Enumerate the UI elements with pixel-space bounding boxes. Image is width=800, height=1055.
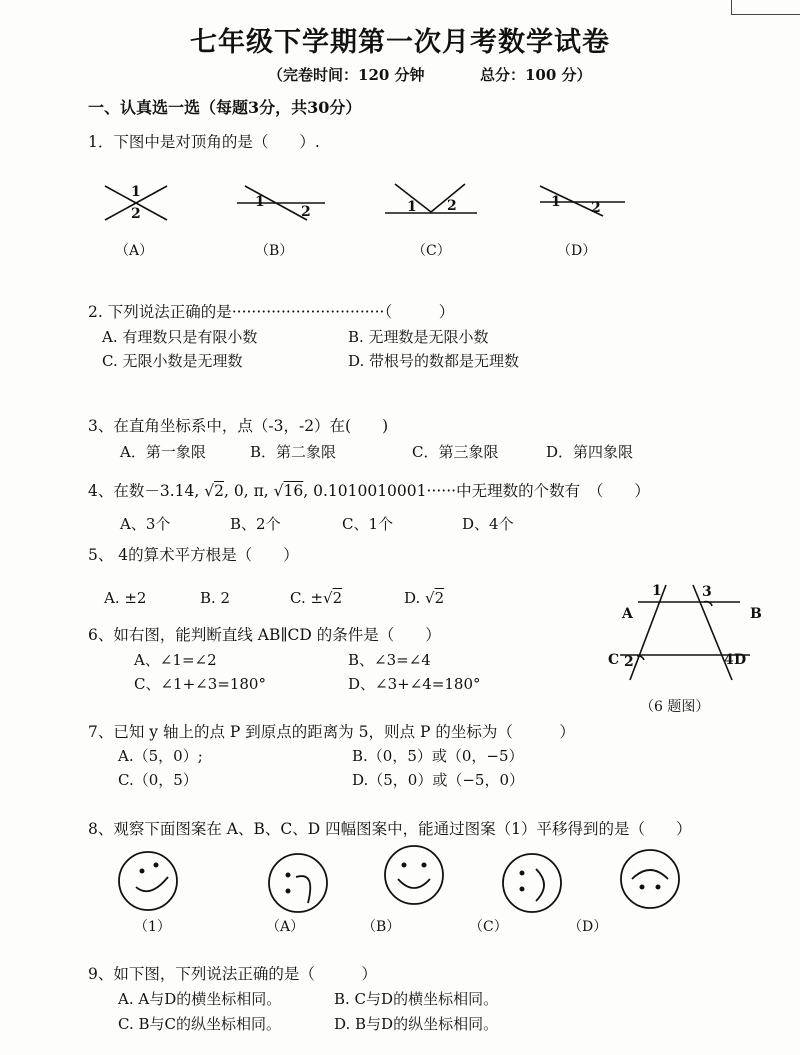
- question-3: 3、在直角坐标系中，点（-3，-2）在( ): [88, 417, 389, 435]
- q5-option-c-radicand: 2: [332, 589, 343, 607]
- svg-text:1: 1: [551, 194, 561, 210]
- svg-text:2: 2: [447, 198, 457, 214]
- q3-option-b: B．第二象限: [250, 443, 337, 461]
- section-heading: 一、认真选一选（每题3分，共30分）: [88, 98, 362, 117]
- question-4: [88, 479, 650, 501]
- q9-option-d: D. B与D的纵坐标相同。: [334, 1015, 499, 1033]
- q8-label-b: （B）: [362, 919, 401, 935]
- question-9: 9、如下图，下列说法正确的是（ ）: [88, 965, 377, 983]
- sqrt-2-radicand: 2: [214, 482, 224, 500]
- q6-fig-label-1: 1: [652, 583, 662, 599]
- q6-fig-label-a: A: [622, 606, 633, 622]
- q5-option-b: B. 2: [200, 589, 231, 607]
- q8-label-d: （D）: [568, 919, 608, 935]
- q2-option-d: D. 带根号的数都是无理数: [348, 352, 520, 370]
- q5-option-c: C. ±√2: [290, 589, 343, 607]
- q7-option-b: B.（0，5）或（0，−5）: [352, 747, 524, 765]
- q6-fig-label-b: B: [750, 606, 762, 622]
- sqrt-16: √16: [273, 482, 304, 500]
- sqrt-2: √2: [204, 482, 224, 500]
- q5-option-c-prefix: C. ±: [290, 589, 324, 607]
- q6-fig-label-3: 3: [702, 584, 712, 600]
- q1-label-a: （A）: [115, 243, 154, 259]
- q9-option-c: C. B与C的纵坐标相同。: [118, 1015, 281, 1033]
- q9-option-a: A. A与D的横坐标相同。: [118, 990, 282, 1008]
- q2-option-c: C. 无限小数是无理数: [102, 352, 243, 370]
- q3-option-c: C．第三象限: [412, 443, 499, 461]
- q2-option-b: B. 无理数是无限小数: [348, 328, 489, 346]
- question-5: 5、 4的算术平方根是（ ）: [88, 546, 299, 564]
- q6-option-a: A、∠1=∠2: [134, 651, 217, 669]
- q6-fig-label-2: 2: [624, 654, 634, 670]
- q6-fig-label-4: 4: [724, 652, 734, 668]
- q2-option-a: A. 有理数只是有限小数: [102, 328, 258, 346]
- svg-text:1: 1: [255, 194, 265, 210]
- q4-option-c: C、1个: [342, 515, 394, 533]
- page-corner-mark: [731, 0, 800, 15]
- q5-option-d-prefix: D.: [404, 589, 426, 607]
- total-score: 总分：100 分）: [480, 66, 592, 84]
- q4-text-pre: 4、在数－3.14,: [88, 482, 205, 500]
- q4-text-mid: , 0, π,: [224, 482, 274, 500]
- question-1: 1．下图中是对顶角的是（ ）.: [88, 133, 320, 151]
- sqrt-16-radicand: 16: [283, 482, 304, 500]
- q6-parallel-lines-figure: [600, 580, 770, 690]
- svg-text:2: 2: [131, 206, 141, 222]
- q4-text-post: , 0.1010010001······中无理数的个数有 （ ）: [303, 482, 650, 500]
- q6-option-b: B、∠3=∠4: [348, 651, 431, 669]
- q4-option-d: D、4个: [462, 515, 514, 533]
- q7-option-d: D.（5，0）或（−5，0）: [352, 771, 525, 789]
- page-title: 七年级下学期第一次月考数学试卷: [190, 27, 610, 58]
- question-2: 2. 下列说法正确的是·······························（ ）: [88, 303, 455, 321]
- svg-text:2: 2: [591, 200, 601, 216]
- q8-label-c: （C）: [469, 919, 508, 935]
- question-7: 7、已知 y 轴上的点 P 到原点的距离为 5，则点 P 的坐标为（ ）: [88, 723, 575, 741]
- q8-smiley-figures: [112, 845, 682, 915]
- q6-figure-caption: （6 题图）: [640, 699, 710, 715]
- question-8: 8、观察下面图案在 A、B、C、D 四幅图案中，能通过图案（1）平移得到的是（ ）: [88, 820, 692, 838]
- svg-text:1: 1: [407, 199, 417, 215]
- q5-option-d-radicand: 2: [434, 589, 445, 607]
- q5-option-d: D. √2: [404, 589, 445, 607]
- q1-angle-figures: [95, 178, 635, 228]
- q5-option-a: A. ±2: [104, 589, 147, 607]
- q6-option-d: D、∠3+∠4=180°: [348, 675, 481, 693]
- q4-option-b: B、2个: [230, 515, 281, 533]
- q7-option-a: A.（5，0）;: [118, 747, 203, 765]
- q6-fig-label-d: D: [734, 652, 747, 668]
- q4-option-a: A、3个: [120, 515, 171, 533]
- q6-option-c: C、∠1+∠3=180°: [134, 675, 266, 693]
- q9-option-b: B. C与D的横坐标相同。: [334, 990, 499, 1008]
- q7-option-c: C.（0，5）: [118, 771, 198, 789]
- q3-option-a: A．第一象限: [120, 443, 206, 461]
- q1-label-b: （B）: [255, 243, 294, 259]
- q3-option-d: D．第四象限: [546, 443, 634, 461]
- q8-label-a: （A）: [266, 919, 305, 935]
- svg-text:1: 1: [131, 184, 141, 200]
- q1-label-d: （D）: [557, 243, 597, 259]
- q8-label-1: （1）: [134, 919, 171, 935]
- question-6: 6、如右图，能判断直线 AB∥CD 的条件是（ ）: [88, 626, 441, 644]
- q1-label-c: （C）: [412, 243, 451, 259]
- q6-fig-label-c: C: [608, 652, 620, 668]
- svg-text:2: 2: [301, 204, 311, 220]
- exam-time: （完卷时间：120 分钟: [268, 66, 425, 84]
